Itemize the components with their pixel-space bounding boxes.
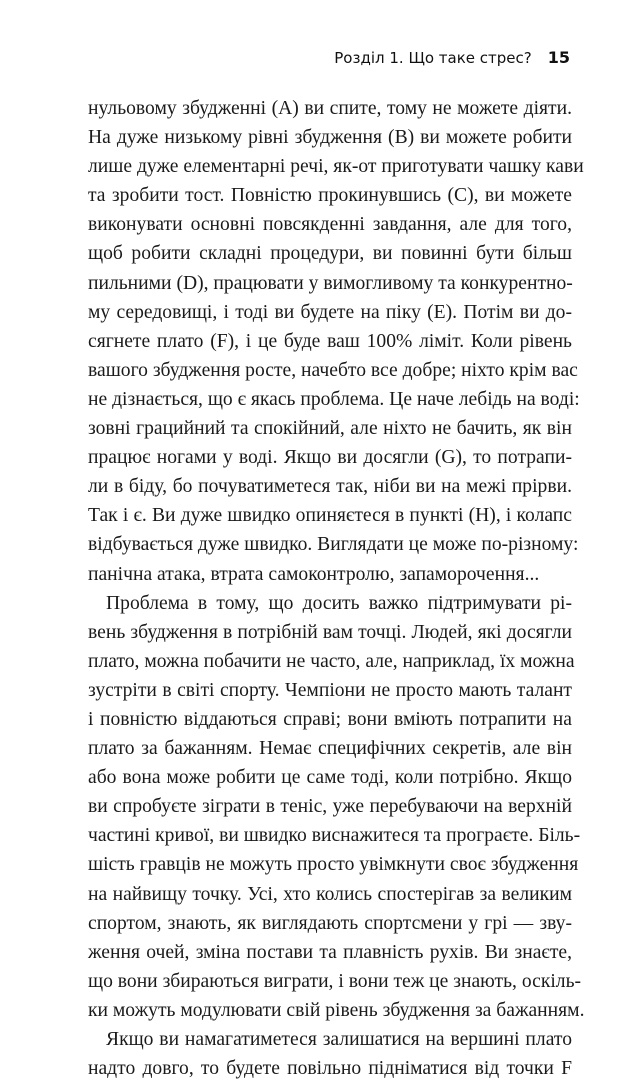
paragraph-2 [88,589,585,1025]
text-line: що вони збираються виграти, і вони теж це знають, оскіль- [88,970,582,992]
text-line: му середовищі, і тоді ви будете на піку (E). Потім ви до- [88,301,572,323]
text-line: і повністю віддаються справі; вони вміють потрапити на [88,708,572,730]
text-line: не дізнається, що є якась проблема. Це наче лебідь на воді: [88,388,580,410]
page-number: 15 [547,48,570,67]
text-line: Так і є. Ви дуже швидко опиняєтеся в пункті (H), і колапс [88,505,572,527]
paragraph-1 [88,94,584,589]
text-line: вашого збудження росте, начебто все добре; ніхто крім вас [88,359,578,381]
text-line: ли в біду, бо почуватиметеся так, ніби ви на межі прірви. [88,476,572,498]
text-line: плато, можна побачити не часто, але, наприклад, їх можна [88,650,575,672]
text-line: зовні грацийний та спокійний, але ніхто не бачить, як він [88,418,572,440]
text-line: Проблема в тому, що досить важко підтримувати рі- [106,592,572,614]
text-line: панічна атака, втрата самоконтролю, запаморочення... [88,563,540,585]
text-line: та зробити тост. Повністю прокинувшись (C), ви можете [88,185,572,207]
text-line: нульовому збудженні (A) ви спите, тому не можете діяти. [88,98,572,119]
text-line: відбувається дуже швидко. Виглядати це може по-різному: [88,534,579,556]
text-line: надто довго, то будете повільно підніматися від точки F [88,1058,572,1080]
text-line: Якщо ви намагатиметеся залишатися на вершині плато [106,1029,572,1050]
text-line: виконувати основні повсякденні завдання, але для того, [88,214,572,236]
text-line: ки можуть модулювати свій рівень збудження за бажанням. [88,999,585,1021]
text-line: сягнете плато (F), і це буде ваш 100% ліміт. Коли рівень [88,330,572,352]
text-line: частині кривої, ви швидко виснажитеся та програєте. Біль- [88,825,581,847]
text-line: пильними (D), працювати у вимогливому та конкурентно- [88,272,573,294]
text-line: плато за бажанням. Немає специфічних секретів, але він [88,738,572,760]
text-line: спортом, знають, як виглядають спортсмени у грі — зву- [88,912,572,934]
chapter-title: Розділ 1. Що таке стрес? [334,49,532,67]
text-line: ви спробуєте зіграти в теніс, уже перебуваючи на верхній [88,796,572,818]
text-line: або вона може робити це саме тоді, коли потрібно. Якщо [88,767,572,789]
text-line: вень збудження в потрібній вам точці. Людей, які досягли [88,621,572,643]
text-line: шість гравців не можуть просто увімкнути своє збудження [88,854,579,876]
text-line: ження очей, зміна постави та плавність рухів. Ви знаєте, [88,941,572,963]
running-header [90,48,570,76]
body-text [88,94,585,1083]
paragraph-3 [88,1025,572,1083]
text-line: щоб робити складні процедури, ви повинні бути більш [88,243,572,265]
text-line: зустріти в світі спорту. Чемпіони не просто мають талант [88,679,572,701]
text-line: працює ногами у воді. Якщо ви досягли (G), то потрапи- [88,447,572,469]
text-line: лише дуже елементарні речі, як-от приготувати чашку кави [88,156,584,178]
text-line: На дуже низькому рівні збудження (B) ви можете робити [88,127,572,149]
text-line: на найвищу точку. Усі, хто колись спостерігав за великим [88,883,572,905]
